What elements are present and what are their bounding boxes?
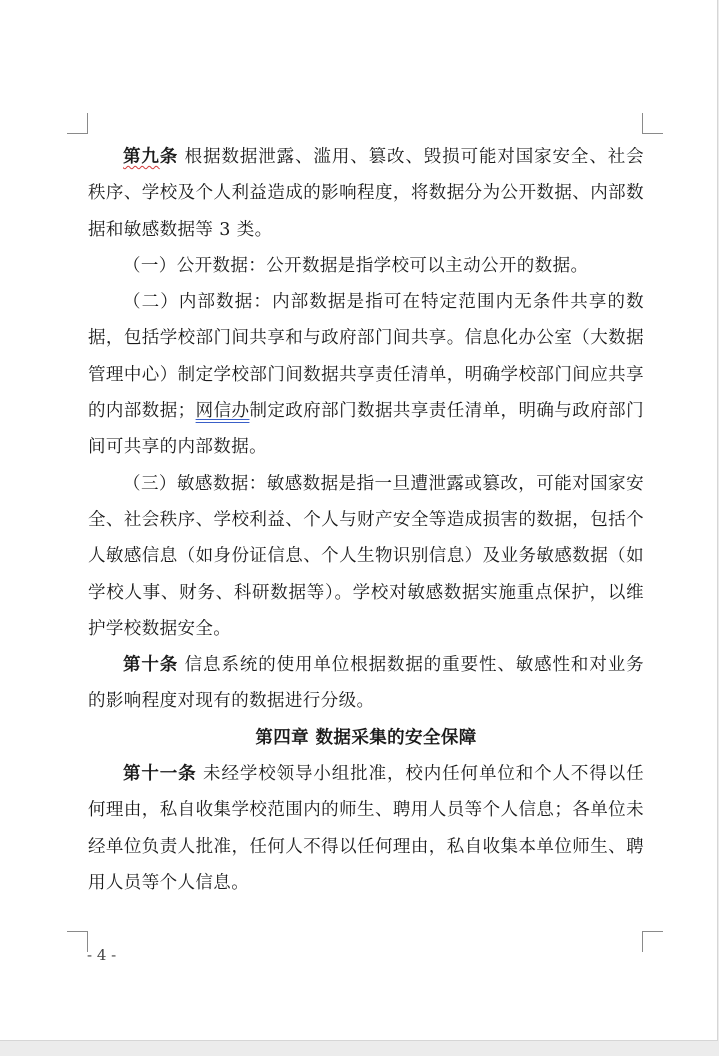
article-11-text: 未经学校领导小组批准，校内任何单位和个人不得以任何理由，私自收集学校范围内的师生、聘用人员等个人信息；各单位未经单位负责人批准，任何人不得以任何理由，私自收集本单位师生、聘用人员等个人信息。 — [88, 764, 644, 893]
corner-mark-bottom-left — [67, 931, 88, 952]
article-10-paragraph[interactable] — [88, 647, 644, 720]
article-9-text: 根据数据泄露、滥用、篡改、毁损可能对国家安全、社会秩序、学校及个人利益造成的影响程度，将数据分为公开数据、内部数据和敏感数据等 3 类。 — [88, 147, 645, 240]
corner-mark-top-left — [67, 113, 88, 134]
corner-mark-bottom-right — [642, 931, 663, 952]
spellcheck-underline: 第九 — [123, 147, 160, 167]
article-11-paragraph[interactable] — [88, 756, 644, 901]
article-9-paragraph[interactable] — [88, 139, 644, 248]
article-11-label: 第十一条 — [123, 764, 197, 785]
grammar-check-underline: 网信办 — [195, 401, 250, 422]
corner-mark-top-right — [642, 113, 663, 134]
article-10-text: 信息系统的使用单位根据数据的重要性、敏感性和对业务的影响程度对现有的数据进行分级。 — [88, 655, 645, 712]
page-number: - 4 - — [87, 946, 117, 964]
document-body[interactable] — [88, 139, 644, 901]
article-10-label: 第十条 — [123, 655, 179, 676]
article-9-label: 第九条 — [123, 147, 179, 167]
item-sensitive-data[interactable]: （三）敏感数据：敏感数据是指一旦遭泄露或篡改，可能对国家安全、社会秩序、学校利益、个人与财产安全等造成损害的数据，包括个人敏感信息（如身份证信息、个人生物识别信息）及业务敏感数据（如学校人事、财务、科研数据等）。学校对敏感数据实施重点保护，以维护学校数据安全。 — [88, 473, 644, 639]
item-public-data[interactable]: （一）公开数据：公开数据是指学校可以主动公开的数据。 — [123, 255, 589, 276]
item-internal-data[interactable]: （二）内部数据：内部数据是指可在特定范围内无条件共享的数据，包括学校部门间共享和与政府部门间共享。信息化办公室（大数据管理中心）制定学校部门间数据共享责任清单，明确学校部门间应共享的内部数据；网信办制定政府部门数据共享责任清单，明确与政府部门间可共享的内部数据。 — [88, 292, 644, 458]
chapter-heading[interactable]: 第四章 数据采集的安全保障 — [255, 727, 477, 748]
